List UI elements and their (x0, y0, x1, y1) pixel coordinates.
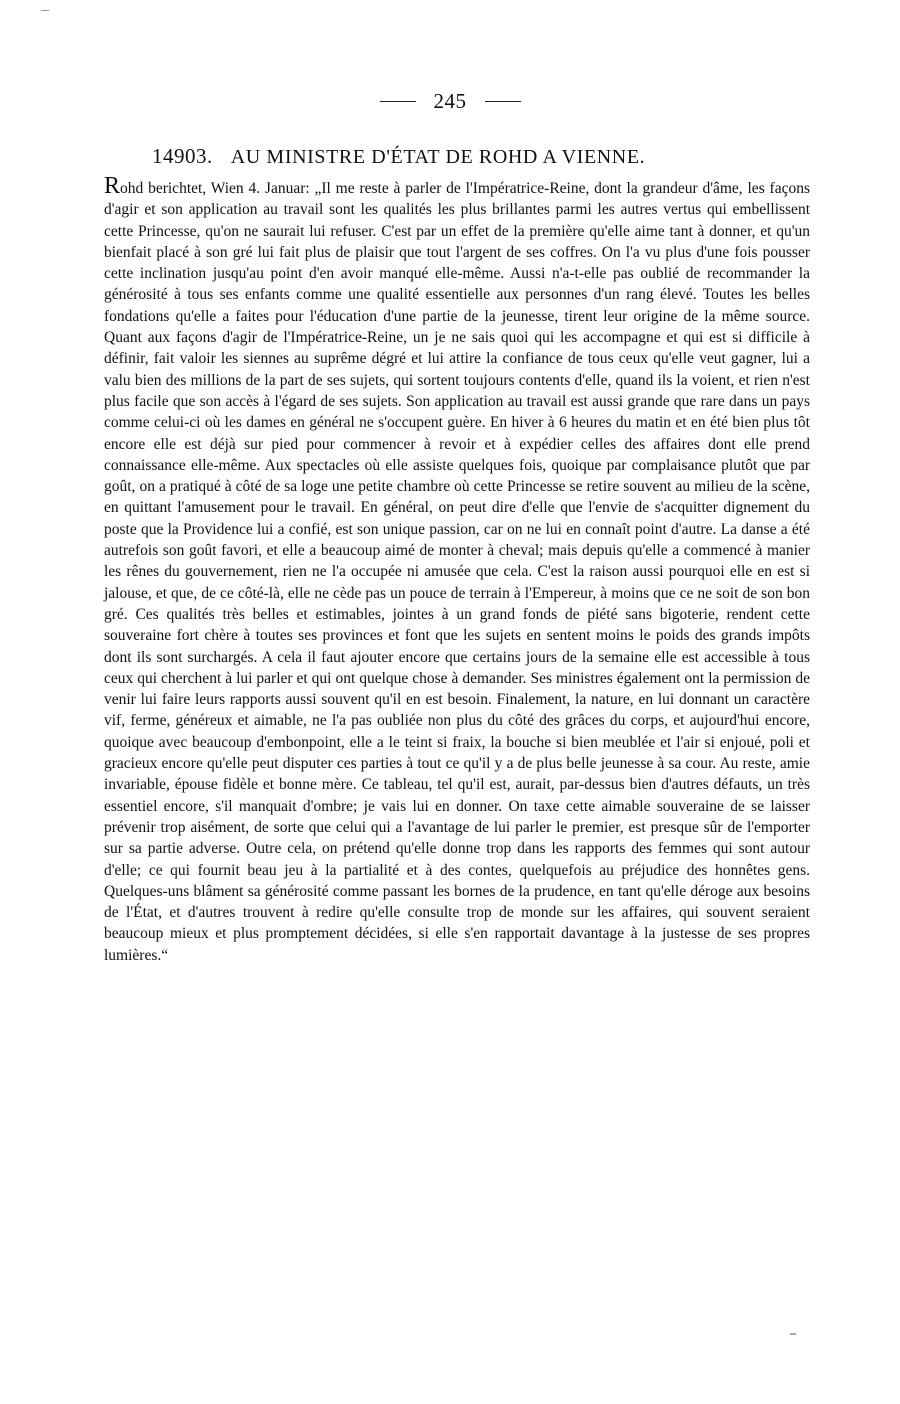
letter-text: ohd berichtet, Wien 4. Januar: „Il me reste à parler de l'Impératrice-Reine, dont la grandeur d'âme, les façons d'agir et son application au travail sont les qualités les plus brillantes parmi les autres vertus qui embellissent cette Princesse, qu'on ne saurait lui refuser. C'est par un effet de la première qu'elle aime tant à donner, et qu'un bienfait placé à son gré lui fait plus de plaisir que tout l'argent de ses coffres. On l'a vu plus d'une fois pousser cette inclination jusqu'au point d'en avoir manqué elle-même. Aussi n'a-t-elle pas oublié de recommander la générosité à tous ses enfants comme une qualité essentielle aux personnes d'un rang élevé. Toutes les belles fondations qu'elle a faites pour l'éducation d'une partie de la jeunesse, tirent leur origine de la même source. Quant aux façons d'agir de l'Impératrice-Reine, un je ne sais quoi qui les accompagne et qui est si difficile à définir, fait valoir les siennes au suprême dégré et lui attire la confiance de tous ceux qu'elle veut gagner, lui a valu bien des millions de la part de ses sujets, qui sortent toujours contents d'elle, quand ils la voient, et rien n'est plus facile que son accès à l'égard de ses sujets. Son application au travail est aussi grande que rare dans un pays comme celui-ci où les dames en général ne s'occupent guère. En hiver à 6 heures du matin et en été bien plus tôt encore elle est déjà sur pied pour commencer à revoir et à expédier celles des affaires dont elle prend connaissance elle-même. Aux spectacles où elle assiste quelques fois, quoique par complaisance plutôt que par goût, on a pratiqué à côté de sa loge une petite chambre où cette Princesse se retire souvent au milieu de la scène, en quittant l'amusement pour le travail. En général, on peut dire d'elle que l'envie de s'acquitter dignement du poste que la Providence lui a confié, est son unique passion, car on ne lui en connaît point d'autre. La danse a été autrefois son goût favori, et elle a beaucoup aimé de monter à cheval; mais depuis qu'elle a commencé à manier les rênes du gouvernement, rien ne l'a occupée ni amusée que cela. C'est la raison aussi pourquoi elle en est si jalouse, et que, de ce côté-là, elle ne cède pas un pouce de terrain à l'Empereur, à moins que ce ne soit de son bon gré. Ces qualités très belles et estimables, jointes à un grand fonds de piété sans bigoterie, rendent cette souveraine fort chère à toutes ses provinces et font que les sujets en sentent moins le poids des grands impôts dont ils sont surchargés. A cela il faut ajouter encore que certains jours de la semaine elle est accessible à tous ceux qui cherchent à lui parler et qui ont quelque chose à demander. Ses ministres également ont la permission de venir lui faire leurs rapports aussi souvent qu'il en est besoin. Finalement, la nature, en lui donnant un caractère vif, ferme, généreux et aimable, ne l'a pas oubliée non plus du côté des grâces du corps, et aujourd'hui encore, quoique avec beaucoup d'embonpoint, elle a le teint si fraix, la bouche si bien meublée et l'air si enjoué, poli et gracieux encore qu'elle peut disputer ces parties à tout ce qu'il y a de plus belle jeunesse à sa cour. Au reste, amie invariable, épouse fidèle et bonne mère. Ce tableau, tel qu'il est, aurait, par-dessus bien d'autres défauts, un très essentiel encore, s'il manquait d'ombre; je vais lui en donner. On taxe cette aimable souveraine de se laisser prévenir trop aisément, de sorte que celui qui a l'avantage de lui parler le premier, est presque sûr de l'emporter sur sa partie adverse. Outre cela, on prétend qu'elle donne trop dans les rapports des femmes qui sont autour d'elle; ce qui fournit beau jeu à la partialité et à des contes, quelquefois au préjudice des honnêtes gens. Quelques-uns blâment sa générosité comme passant les bornes de la prudence, en tant qu'elle déroge aux besoins de l'État, et d'autres trouvent à redire qu'elle consulte trop de monde sur les affaires, qui souvent seraient beaucoup mieux et plus promptement décidées, si elle s'en rapportait davantage à la justesse de ses propres lumières.“ (104, 180, 810, 964)
header-rule-right (485, 101, 521, 102)
document-title: AU MINISTRE D'ÉTAT DE ROHD A VIENNE. (230, 146, 646, 168)
stray-mark (790, 1333, 796, 1335)
document-heading (152, 144, 772, 170)
letter-paragraph (104, 173, 810, 966)
initial-letter: R (104, 173, 121, 199)
margin-mark (41, 6, 49, 11)
document-number: 14903. (152, 144, 213, 168)
page-header (0, 86, 900, 116)
header-rule-left (380, 101, 416, 102)
page-number: 245 (433, 88, 467, 113)
letter-body (104, 173, 810, 966)
